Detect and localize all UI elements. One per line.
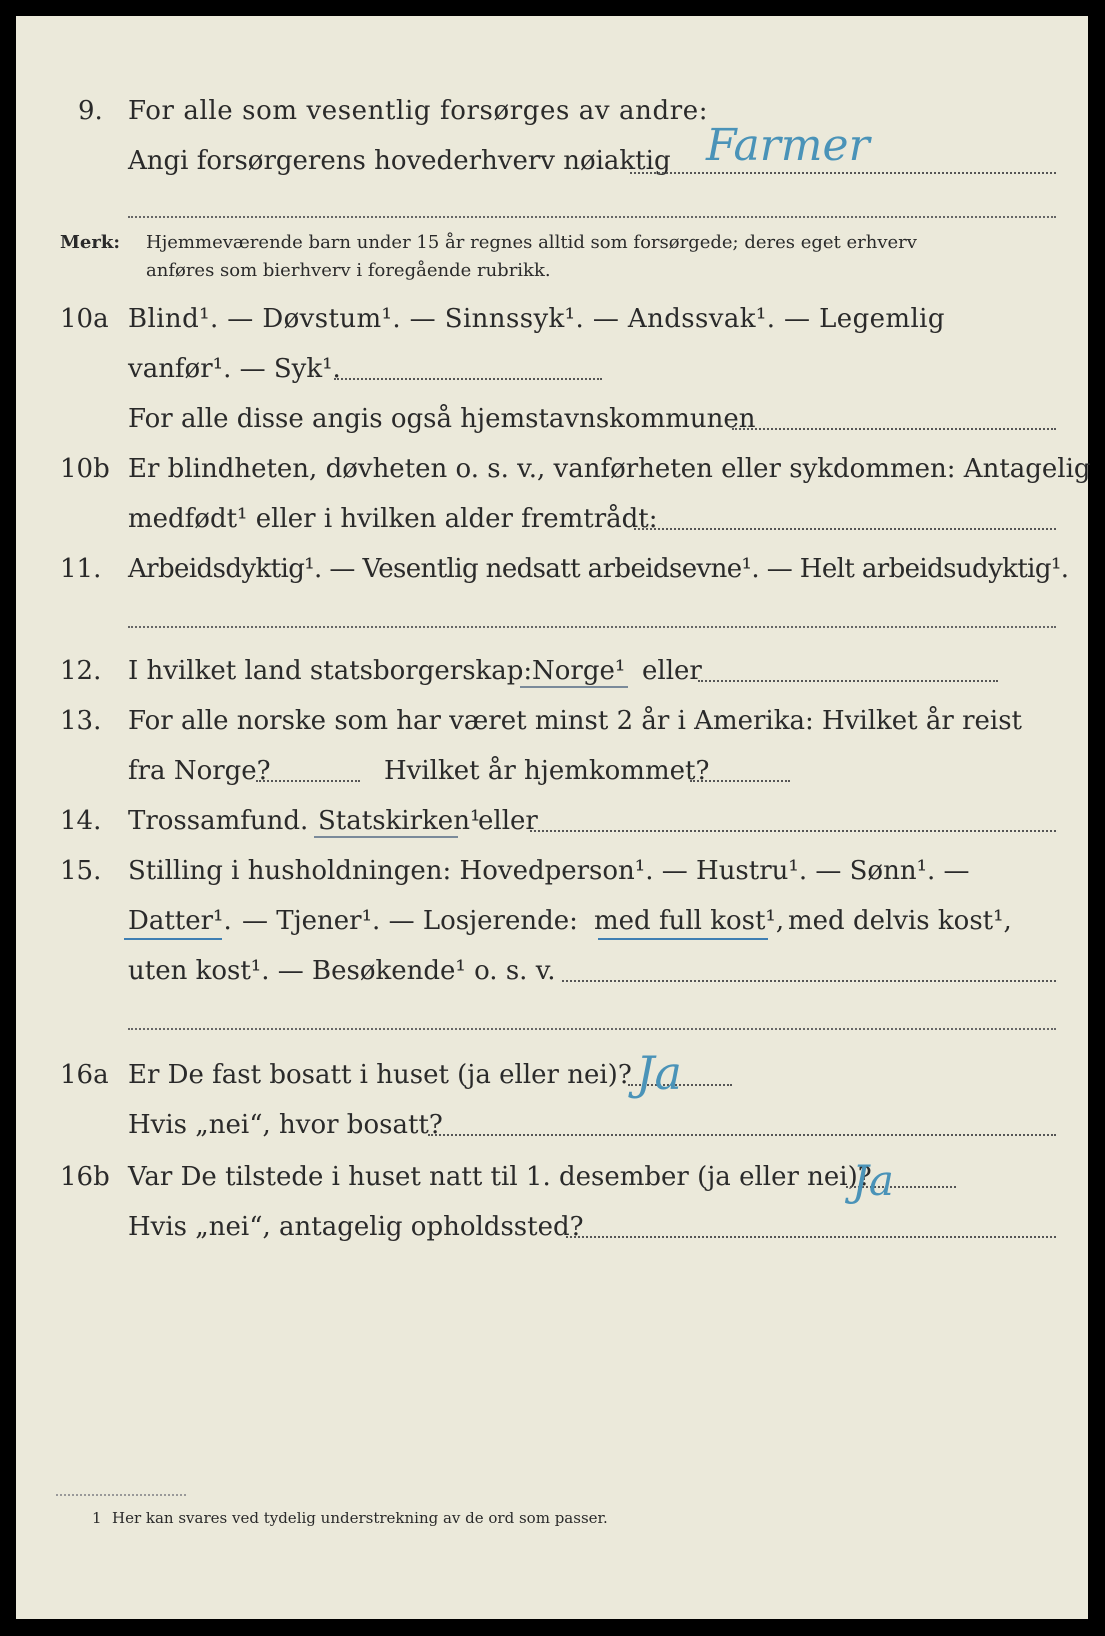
- q9-extra-line: [128, 216, 1056, 218]
- q16b-line2: Hvis „nei“, antagelig opholdssted?: [128, 1212, 584, 1242]
- q15-line1: Stilling i husholdningen: Hovedperson¹. — Hustru¹. — Sønn¹. —: [128, 856, 970, 886]
- q12-norge-underline: [520, 686, 628, 688]
- q10a-number: 10a: [60, 304, 109, 334]
- census-form-page: [16, 16, 1091, 1619]
- q10b-number: 10b: [60, 454, 110, 484]
- q9-line1: For alle som vesentlig forsørges av andre:: [128, 96, 709, 126]
- q14-option-statskirken: Statskirken¹: [318, 806, 481, 836]
- q15-number: 15.: [60, 856, 102, 886]
- q10a-line1: Blind¹. — Døvstum¹. — Sinnssyk¹. — Andssvak¹. — Legemlig: [128, 304, 945, 334]
- merk-line1: Hjemmeværende barn under 15 år regnes alltid som forsørgede; deres eget erhverv: [146, 232, 917, 253]
- q14-statskirken-underline: [314, 836, 458, 838]
- q10a-kommune-line: [732, 428, 1056, 430]
- q11-extra-line: [128, 626, 1056, 628]
- q15-extra-line: [128, 1028, 1056, 1030]
- q11-line1: Arbeidsdyktig¹. — Vesentlig nedsatt arbeidsevne¹. — Helt arbeidsudyktig¹.: [128, 554, 1069, 584]
- q16b-number: 16b: [60, 1162, 110, 1192]
- q16a-line1: Er De fast bosatt i huset (ja eller nei)?: [128, 1060, 632, 1090]
- q15-line3: uten kost¹. — Besøkende¹ o. s. v.: [128, 956, 556, 986]
- q9-answer-line: [630, 172, 1056, 174]
- q14-number: 14.: [60, 806, 102, 836]
- footnote-separator: [56, 1494, 186, 1496]
- q15-datter-underline: [124, 938, 222, 940]
- q12-option-norge: Norge¹: [532, 656, 626, 686]
- q16a-line2: Hvis „nei“, hvor bosatt?: [128, 1110, 443, 1140]
- q10a-line2: vanfør¹. — Syk¹.: [128, 354, 341, 384]
- q10a-line3: For alle disse angis også hjemstavnskommunen: [128, 404, 756, 434]
- q15-option-delvis-kost: med delvis kost¹,: [788, 906, 1012, 936]
- q14-answer-line: [530, 830, 1056, 832]
- q13-line1: For alle norske som har været minst 2 år i Amerika: Hvilket år reist: [128, 706, 1022, 736]
- q16a-handwritten-answer: Ja: [636, 1046, 682, 1100]
- footnote-text: Her kan svares ved tydelig understrekning av de ord som passer.: [112, 1509, 608, 1527]
- q14-suffix: eller: [478, 806, 538, 836]
- q13-line2b: Hvilket år hjemkommet?: [384, 756, 710, 786]
- merk-line2: anføres som bierhverv i foregående rubrikk.: [146, 260, 551, 281]
- q16b-handwritten-answer: Ja: [852, 1156, 894, 1205]
- q9-line2: Angi forsørgerens hovederhverv nøiaktig: [128, 146, 671, 176]
- q13-hjemkommet-line: [690, 780, 790, 782]
- q10b-line1: Er blindheten, døvheten o. s. v., vanførheten eller sykdommen: Antagelig: [128, 454, 1091, 484]
- q15-line2-middle: — Tjener¹. — Losjerende:: [242, 906, 578, 936]
- q14-prefix: Trossamfund.: [128, 806, 309, 836]
- q9-handwritten-answer: Farmer: [706, 120, 870, 171]
- q15-full-kost-underline: [598, 938, 768, 940]
- q9-number: 9.: [78, 96, 103, 126]
- q12-prefix: I hvilket land statsborgerskap:: [128, 656, 533, 686]
- q10b-answer-line: [634, 528, 1056, 530]
- q16a-number: 16a: [60, 1060, 109, 1090]
- q10a-syk-line: [334, 378, 602, 380]
- q12-answer-line: [698, 680, 998, 682]
- q16a-bosatt-line: [428, 1134, 1056, 1136]
- q13-number: 13.: [60, 706, 102, 736]
- q10b-line2: medfødt¹ eller i hvilken alder fremtrådt:: [128, 504, 658, 534]
- q15-option-datter: Datter¹.: [128, 906, 232, 936]
- q16b-line1: Var De tilstede i huset natt til 1. desember (ja eller nei)?: [128, 1162, 872, 1192]
- q13-line2a: fra Norge?: [128, 756, 271, 786]
- q16b-opholdssted-line: [566, 1236, 1056, 1238]
- q12-suffix: eller: [642, 656, 702, 686]
- q15-answer-line: [562, 980, 1056, 982]
- footnote-mark: 1: [92, 1509, 102, 1527]
- q13-reist-line: [256, 780, 360, 782]
- merk-label: Merk:: [60, 232, 120, 253]
- q12-number: 12.: [60, 656, 102, 686]
- q11-number: 11.: [60, 554, 102, 584]
- q15-option-full-kost: med full kost¹,: [594, 906, 785, 936]
